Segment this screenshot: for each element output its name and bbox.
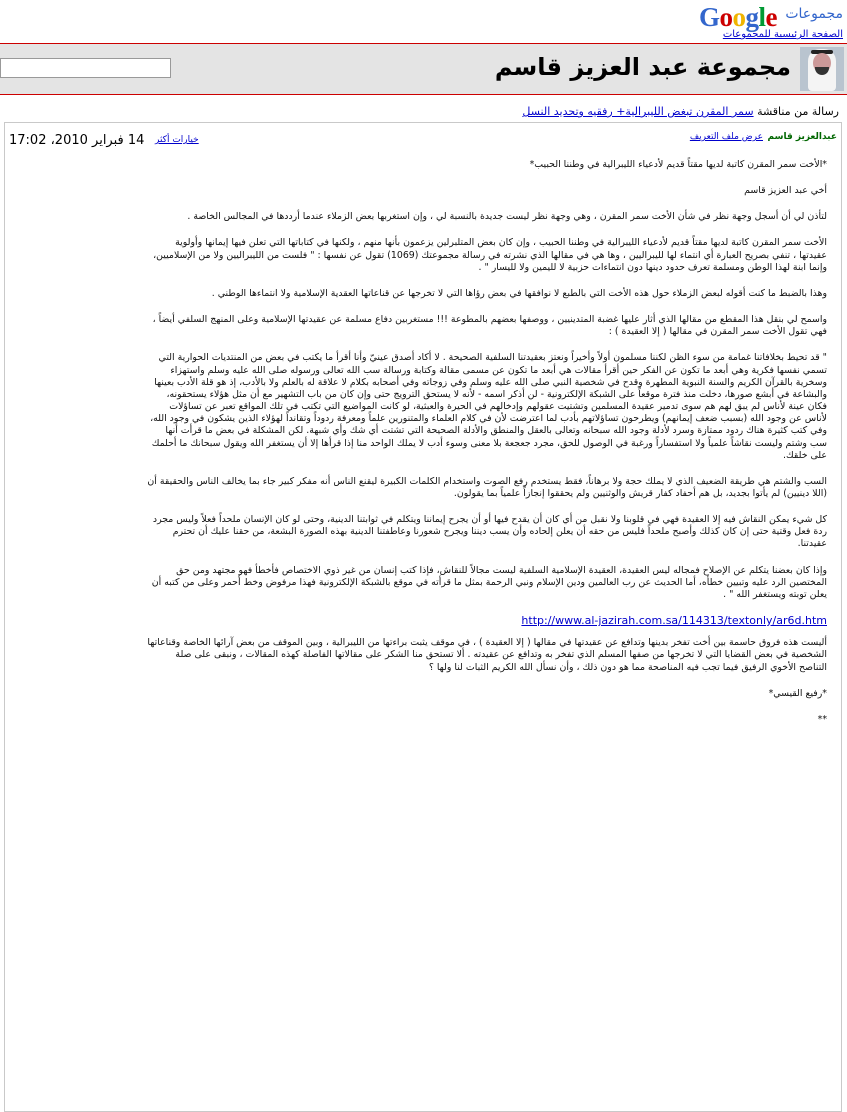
logo-letter: o — [732, 2, 746, 32]
message-signature: *رفيع القيسي* — [768, 687, 827, 699]
message-box — [4, 122, 842, 1112]
message-paragraph: الأخت سمر المقرن كاتبة لديها مقتاً قديم لأدعياء الليبرالية في وطننا الحبيب ، وإن كان بعض المتلبرلين يزعمون بأنها منهم ، ولكنها في كتاباتها التي تعلن فيها إيمانها وأولوية عقيدتها ، تنفي بصريح العبارة أي انتماء لها لليبراليين ، وها هي في مقالها الذي نشرته في رسالة مجموعتك (1069) تقول عن نفسها : " فلست من الليبراليين ولا من الإسلاميين، وإنما ابنة لهذا الوطن ومسلمة تعرف حدود دينها دون انتماءات حزبية لا لليمين ولا لليسار " . — [153, 237, 827, 273]
group-avatar[interactable] — [800, 47, 844, 91]
message-paragraph: أخي عبد العزيز قاسم — [744, 185, 827, 197]
thread-line — [522, 105, 839, 118]
groups-home-link[interactable]: الصفحة الرئيسية للمجموعات — [722, 29, 843, 40]
message-body — [147, 159, 827, 740]
logo-letter: o — [719, 2, 733, 32]
message-paragraph: كل شيء يمكن النقاش فيه إلا العقيدة فهي في قلوبنا ولا نقبل من أي كان أن يقدح فيها أو أن يجرح إيماننا ويتكلم في ثوابتنا الدينية، وحتى لو كان الإنسان ملحداً فعلاً وليس مجرد ردة فعل وقتية حتى إن كان كذلك وأصبح ملحداً فليس من حقه أن يعلن إلحاده وأن يسب ديننا ويجرح شعورنا وعاطفتنا الدينية بهذه الصورة البشعة، من حقنا عليك أن تحترم عقيدتنا. — [152, 514, 827, 550]
header-divider — [0, 94, 847, 95]
message-header — [5, 129, 841, 148]
message-paragraph: وإذا كان بعضنا يتكلم عن الإصلاح فمجاله ليس العقيدة، العقيدة الإسلامية السلفية ليست مجالاً للنقاش، فإذا كتب إنسان من غير ذوي الاختصاص فأخطأ فهو مجتهد ومن حق المختصين الرد عليه وتبيين خطأه، أما الحديث عن رب العالمين ودين الإسلام ونبي الرحمة بمثل ما قرأته في موقع بالشبكة الإلكترونية فهذا مرفوض وخط أحمر وعلى من كتبه أن يعلن توبته ويستغفر الله " . — [151, 564, 827, 600]
message-date: 14 فبراير 2010، 17:02 — [9, 133, 145, 148]
message-paragraph: السب والشتم هي طريقة الضعيف الذي لا يملك حجة ولا برهاناً، فقط يستخدم رفع الصوت واستخدام الكلمات الكبيرة ليقنع الناس أنه مفكر كبير جاء بما يخالف الناس والحقيقة أن (اللا دينيين) لم يأتوا بجديد، بل هم أحفاد كفار قريش والوثنيين ولم يحققوا إنجازاً علمياً بما يقولون. — [147, 475, 827, 499]
article-link[interactable]: http://www.al-jazirah.com.sa/114313/textonly/ar6d.htm — [521, 614, 827, 628]
message-paragraph: " قد تحيط بخلافاتنا غمامة من سوء الظن لكننا مسلمون أولاً وأخيراً ونعتز بعقيدتنا السلفية الصحيحة . لا أكاد أصدق عينيّ وأنا أقرأ ما يكتب في بعض من المنتديات الحوارية التي تسمي نفسها فكرية وهي أبعد ما تكون عن الفكر حين أقرأ مقالات هي أبعد ما تكون عن مسمى مقالة وكتابة ورسالة سب الله تعالى ورسوله صلى الله عليه وسلم واستهزاء وسخرية بالقرآن الكريم والسنة النبوية المطهرة وقدح في شخصية النبي صلى الله عليه وسلم وفي زوجاته وفي أصحابه بكلام لا علاقة له بالعلم ولا بالأدب، إذ هو قلة الأدب بعينها والبشاعة في أبشع صورها، دخلت منذ فترة موقعاً على الشبكة الإلكترونية - لن أذكر اسمه - لأنه لا يستحق الترويج حتى وإن كان من باب التشهير مع أن مثل هؤلاء يستحقونه، فكان عينة لأناس لم يبق لهم هم سوى تدمير عقيدة المسلمين وتشتيت عقولهم وإدخالهم في الحيرة والعبثية، لو كانت المواضيع التي تكتب في تلك المواقع تعبر عن تساؤلات لأناس عن وجود الله (بسبب ضعف إيمانهم) ويطرحون تساؤلاتهم بأدب لما اعترضت لأن في كلام العلماء والمتنورين علماً ومعرفة ردوداً وتقانداً لهؤلاء الذين يشكون في وجود الله، وفي كتب كثيرة هناك ردود ممتازة وسرد لأدلة وجود الله سبحانه وتعالى بالعقل والمنطق والأدلة الصحيحة التي تشتت أي شك وأي شبهة. لكن المشكلة في بعض ما قرأت أنها سب وشتم وليست نقاشاً علمياً ولا استفساراً ورغبة في الوصول للحق، مجرد جعجعة بلا معنى وسوء أدب لا يملك الواحد منا إذا قرأها إلا أن يستغفر الله ويقول سبحانك ما أحلمك على خلقك. — [150, 352, 827, 461]
message-paragraph: أليست هذه فروق حاسمة بين أخت تفخر بدينها وتدافع عن عقيدتها في مقالها ( إلا العقيدة ) ، في موقف يثبت براءتها من الليبرالية ، وبين الموقف من بعض آرائها الخاصة وقناعاتها الشخصية في بعض القضايا التي لا تخرجها من صفها المسلم الذي تفخر به وتدافع عن عقيدته . ألا تستحق منا الشكر على مقالاتها الفاصلة كهذه المقالات ، ونبقى على صلة التناصح الأخوي الرفيق فيما تجب فيه المناصحة مما هو دون ذلك ، وأن نسأل الله الكريم الثبات لنا ولها ؟ — [147, 637, 827, 673]
thread-title-link[interactable]: سمر المقرن تبغض الليبرالية+ رفقيه وتحديد النسل — [522, 105, 754, 118]
logo-letter: e — [765, 2, 777, 32]
more-options-link[interactable]: خيارات أكثر — [155, 135, 199, 145]
message-author[interactable]: عبدالعزيز قاسم — [767, 132, 837, 142]
logo-letter: g — [745, 2, 759, 32]
logo-letter: G — [698, 2, 720, 32]
thread-prefix: رسالة من مناقشة — [757, 105, 839, 118]
view-profile-link[interactable]: عرض ملف التعريف — [689, 132, 763, 142]
message-paragraph: واسمح لي بنقل هذا المقطع من مقالها الذي أثار عليها غضبة المتدينيين ، ووصفها بعضهم بالمطوعة !!! مستغربين دفاع مسلمة عن عقيدتها الإسلامية وعلى المنهج السلفي أيضاً ، فهي تقول الأخت سمر المقرن في مقالها ( إلا العقيدة ) : — [152, 314, 827, 338]
message-footer-marks: ** — [817, 713, 827, 725]
group-header — [0, 44, 847, 94]
message-paragraph: *الأخت سمر المقرن كاتبة لديها مقتاً قديم لأدعياء الليبرالية في وطننا الحبيب* — [529, 159, 827, 170]
message-paragraph: لتأذن لي أن أسجل وجهة نظر في شأن الأخت سمر المقرن ، وهي وجهة نظر ليست جديدة بالنسبة لي ، وإن استغربها بعض الزملاء عندما أرددها في المجالس الخاصة . — [187, 211, 827, 223]
message-paragraph: وهذا بالضبط ما كنت أقوله لبعض الزملاء حول هذه الأخت التي بالطبع لا نوافقها في بعض رؤاها التي لا تخرجها عن قناعاتها العقدية الإسلامية ولا انتماءها الوطني . — [211, 287, 827, 299]
google-bar — [0, 0, 847, 42]
groups-label: مجموعات — [785, 6, 843, 22]
group-search-input[interactable] — [0, 58, 171, 78]
group-title[interactable]: مجموعة عبد العزيز قاسم — [494, 53, 791, 81]
logo-letter: l — [758, 2, 766, 32]
